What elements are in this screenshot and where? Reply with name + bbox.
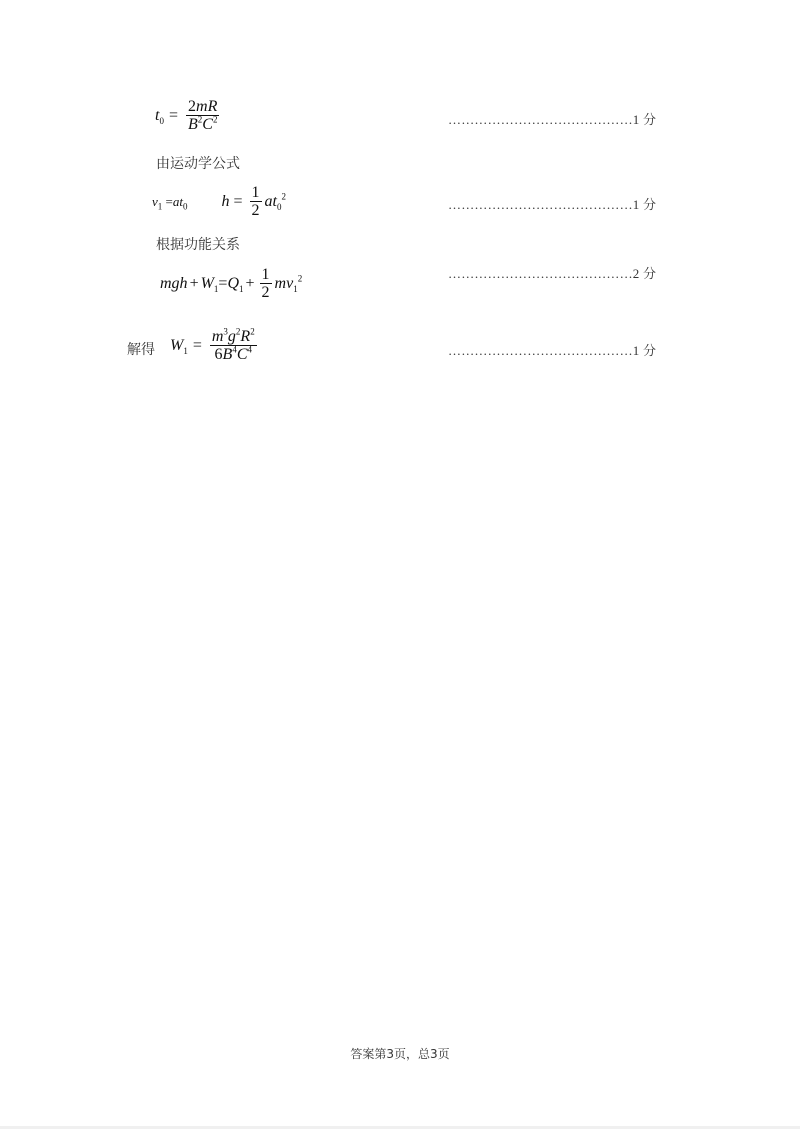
score-4: ……………………………………1 分: [448, 343, 657, 358]
formula-kinematics: $v_1 =at_0$ h = $\frac{1}{2}$ $at_0^2$: [152, 184, 286, 219]
fraction: $\frac{1}{2}$: [261, 266, 270, 301]
fraction: $\frac{1}{2}$: [251, 184, 260, 219]
fraction: $\frac{2mR}{B^2C^2}$: [187, 98, 218, 133]
step-text-energy: 根据功能关系: [156, 237, 240, 253]
formula-t0: $t_0$ = $\frac{2mR}{B^2C^2}$: [155, 98, 218, 133]
fraction: $\frac{m^3g^2R^2}{6B^4C^4}$: [211, 326, 255, 363]
page-footer: 答案第3页，总3页: [350, 1047, 450, 1061]
formula-energy: mgh + $W_1$ = $Q_1$ + $\frac{1}{2}$ $mv_1^2$: [160, 266, 303, 301]
score-1: ……………………………………1 分: [448, 112, 657, 127]
score-3: ……………………………………2 分: [448, 266, 657, 281]
solve-label: 解得: [127, 342, 155, 358]
formula-result: $W_1$ = $\frac{m^3g^2R^2}{6B^4C^4}$: [170, 326, 255, 363]
step-text-kinematics: 由运动学公式: [156, 156, 240, 172]
score-2: ……………………………………1 分: [448, 197, 657, 212]
